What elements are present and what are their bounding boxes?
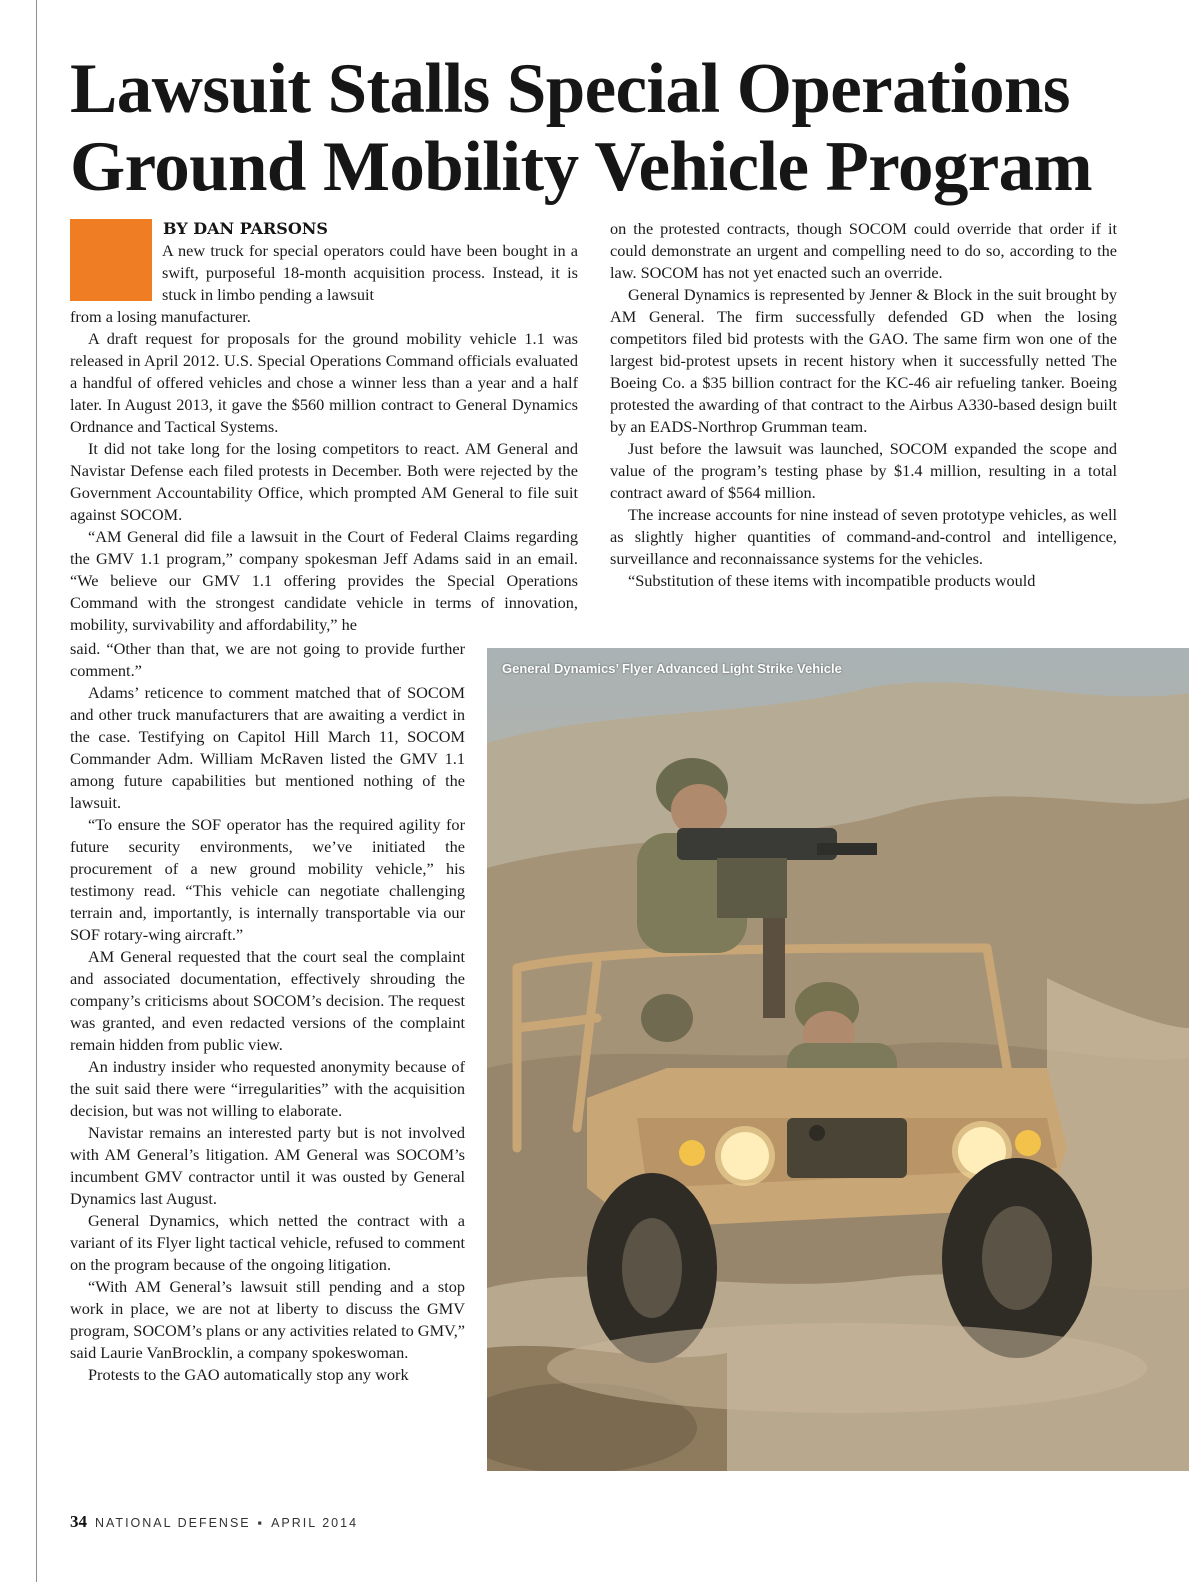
paragraph: A draft request for proposals for the ground mobility vehicle 1.1 was released in April 2012. U.S. Special Operations Command officials evaluated a handful of offered vehicles and chose a winner less than a year and a half later. In August 2013, it gave the $560 million contract to General Dynamics Ordnance and Tactical Systems. bbox=[70, 329, 578, 436]
page-number: 34 bbox=[70, 1512, 87, 1531]
publication-name: NATIONAL DEFENSE bbox=[95, 1516, 251, 1530]
column-1-bottom bbox=[70, 638, 465, 1386]
vehicle-illustration bbox=[487, 648, 1189, 1471]
lead-paragraph: A new truck for special operators could have been bought in a swift, purposeful 18-month acquisition process. Instead, it is stuck in limbo pending a lawsuit bbox=[162, 241, 578, 304]
paragraph: An industry insider who requested anonymity because of the suit said there were “irregularities” with the acquisition decision, but was not willing to elaborate. bbox=[70, 1057, 465, 1120]
byline: BY DAN PARSONS bbox=[163, 219, 328, 238]
paragraph-continued: said. “Other than that, we are not going to provide further comment.” bbox=[70, 639, 465, 680]
issue-date: APRIL 2014 bbox=[271, 1516, 359, 1530]
footer-separator: ▪ bbox=[257, 1516, 265, 1530]
paragraph: Protests to the GAO automatically stop any work bbox=[88, 1365, 409, 1384]
lead-paragraph-continued: from a losing manufacturer. bbox=[70, 307, 251, 326]
column-1-top bbox=[70, 240, 578, 636]
paragraph: General Dynamics is represented by Jenner & Block in the suit brought by AM General. The firm successfully defended GD when the losing competitors filed bid protests with the GAO. The same firm won one of the largest bid-protest upsets in recent history when it successfully netted The Boeing Co. a $35 billion contract for the KC-46 air refueling tanker. Boeing protested the awarding of that contract to the Airbus A330-based design built by an EADS-Northrop Grumman team. bbox=[610, 285, 1117, 436]
paragraph: It did not take long for the losing competitors to react. AM General and Navistar Defense each filed protests in December. Both were rejected by the Government Accountability Office, which prompted AM General to file suit against SOCOM. bbox=[70, 439, 578, 524]
article-headline: Lawsuit Stalls Special Operations Ground Mobility Vehicle Program bbox=[70, 50, 1093, 206]
paragraph: Navistar remains an interested party but is not involved with AM General’s litigation. AM General was SOCOM’s incumbent GMV contractor until it was ousted by General Dynamics last August. bbox=[70, 1123, 465, 1208]
paragraph: “With AM General’s lawsuit still pending and a stop work in place, we are not at liberty to discuss the GMV program, SOCOM’s plans or any activities related to GMV,” said Laurie VanBrocklin, a company spokeswoman. bbox=[70, 1277, 465, 1362]
column-2 bbox=[610, 218, 1117, 592]
paragraph: General Dynamics, which netted the contract with a variant of its Flyer light tactical vehicle, refused to comment on the program because of the ongoing litigation. bbox=[70, 1211, 465, 1274]
vehicle-photo bbox=[487, 648, 1189, 1471]
photo-caption: General Dynamics’ Flyer Advanced Light Strike Vehicle bbox=[502, 661, 842, 676]
page-footer bbox=[70, 1512, 358, 1533]
paragraph: “AM General did file a lawsuit in the Court of Federal Claims regarding the GMV 1.1 program,” company spokesman Jeff Adams said in an email. “We believe our GMV 1.1 offering provides the Special Operations Command with the strongest candidate vehicle in terms of innovation, mobility, survivability and affordability,” he bbox=[70, 527, 578, 634]
page-margin-rule bbox=[36, 0, 37, 1582]
paragraph: Just before the lawsuit was launched, SOCOM expanded the scope and value of the program’s testing phase by $1.4 million, resulting in a total contract award of $564 million. bbox=[610, 439, 1117, 502]
paragraph: Adams’ reticence to comment matched that of SOCOM and other truck manufacturers that are awaiting a verdict in the case. Testifying on Capitol Hill March 11, SOCOM Commander Adm. William McRaven listed the GMV 1.1 among future capabilities but mentioned nothing of the lawsuit. bbox=[70, 683, 465, 812]
paragraph: “Substitution of these items with incompatible products would bbox=[628, 571, 1036, 590]
paragraph-continued: on the protested contracts, though SOCOM could override that order if it could demonstrate an urgent and compelling need to do so, according to the law. SOCOM has not yet enacted such an override. bbox=[610, 219, 1117, 282]
paragraph: The increase accounts for nine instead of seven prototype vehicles, as well as slightly higher quantities of command-and-control and intelligence, surveillance and reconnaissance systems for the vehicles. bbox=[610, 505, 1117, 568]
paragraph: “To ensure the SOF operator has the required agility for future security environments, we’ve initiated the procurement of a new ground mobility vehicle,” his testimony read. “This vehicle can negotiate challenging terrain and, importantly, is internally transportable via our SOF rotary-wing aircraft.” bbox=[70, 815, 465, 944]
paragraph: AM General requested that the court seal the complaint and associated documentation, effectively shrouding the company’s criticisms about SOCOM’s decision. The request was granted, and even redacted versions of the complaint remain hidden from public view. bbox=[70, 947, 465, 1054]
